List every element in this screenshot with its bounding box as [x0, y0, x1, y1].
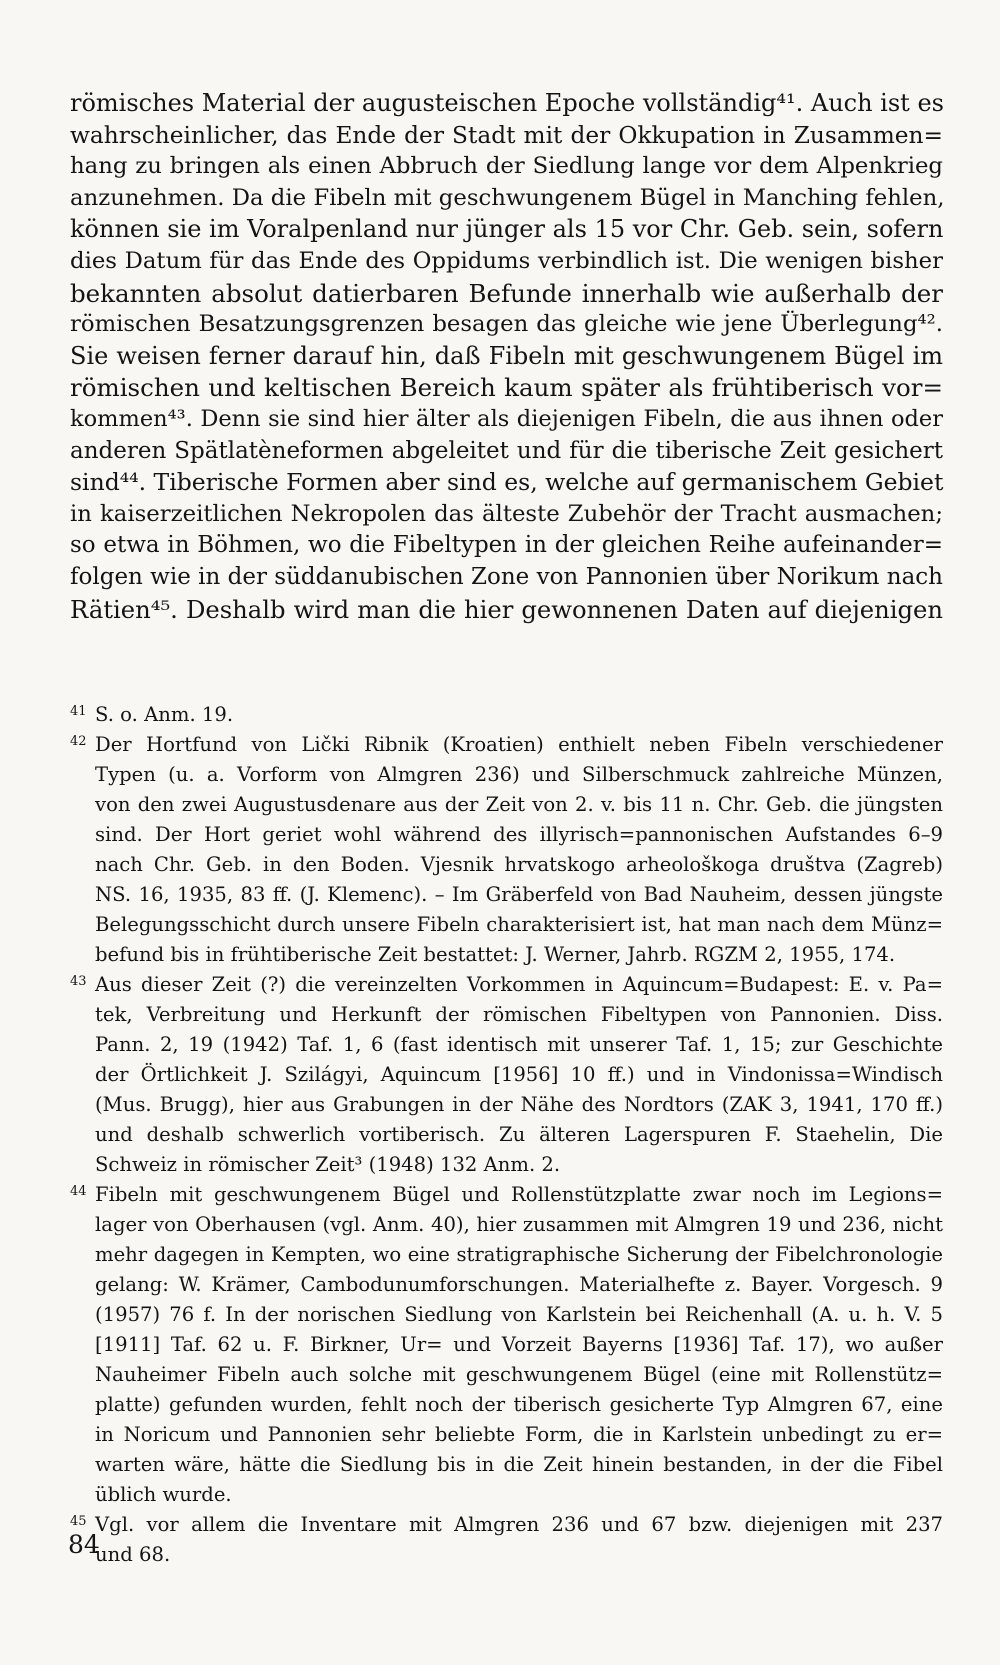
body-line: wahrscheinlicher, das Ende der Stadt mit der Okkupation in Zusammen= — [70, 121, 943, 149]
footnote-line: in Noricum und Pannonien sehr beliebte Form, die in Karlstein unbedingt zu er= — [95, 1423, 943, 1446]
body-line: kommen⁴³. Denn sie sind hier älter als diejenigen Fibeln, die aus ihnen oder — [70, 405, 943, 432]
body-line: bekannten absolut datierbaren Befunde innerhalb wie außerhalb der — [70, 278, 943, 308]
footnote-number: 44 — [70, 1184, 87, 1199]
footnote-line: und 68. — [95, 1543, 171, 1566]
body-line: anzunehmen. Da die Fibeln mit geschwungenem Bügel in Manching fehlen, — [70, 184, 945, 211]
footnote-line: Aus dieser Zeit (?) die vereinzelten Vorkommen in Aquincum=Budapest: E. v. Pa= — [95, 973, 943, 996]
footnote-line: warten wäre, hätte die Siedlung bis in die Zeit hinein bestanden, in der die Fibel — [95, 1453, 943, 1476]
footnote-line: Nauheimer Fibeln auch solche mit geschwungenem Bügel (eine mit Rollenstütz= — [95, 1363, 943, 1386]
footnote-43 — [70, 970, 943, 1180]
footnote-line: der Örtlichkeit J. Szilágyi, Aquincum [1956] 10 ff.) und in Vindonissa=Windisch — [95, 1063, 943, 1086]
footnote-41 — [70, 700, 943, 730]
body-line: dies Datum für das Ende des Oppidums verbindlich ist. Die wenigen bisher — [70, 247, 943, 274]
footnote-line: [1911] Taf. 62 u. F. Birkner, Ur= und Vorzeit Bayerns [1936] Taf. 17), wo außer — [95, 1333, 943, 1356]
body-line: können sie im Voralpenland nur jünger als 15 vor Chr. Geb. sein, sofern — [70, 215, 944, 244]
footnote-42 — [70, 730, 943, 970]
body-line: römisches Material der augusteischen Epoche vollständig⁴¹. Auch ist es — [70, 89, 944, 117]
body-line: Rätien⁴⁵. Deshalb wird man die hier gewonnenen Daten auf diejenigen — [70, 594, 943, 624]
footnote-line: Schweiz in römischer Zeit³ (1948) 132 Anm. 2. — [95, 1153, 561, 1176]
footnote-45 — [70, 1510, 943, 1570]
body-line: Sie weisen ferner darauf hin, daß Fibeln mit geschwungenem Bügel im — [70, 341, 943, 370]
footnote-line: befund bis in frühtiberische Zeit bestattet: J. Werner, Jahrb. RGZM 2, 1955, 174. — [95, 943, 896, 966]
footnotes — [70, 700, 943, 1570]
footnote-line: NS. 16, 1935, 83 ff. (J. Klemenc). – Im Gräberfeld von Bad Nauheim, dessen jüngste — [95, 883, 943, 906]
footnote-line: Belegungsschicht durch unsere Fibeln charakterisiert ist, hat man nach dem Münz= — [95, 913, 943, 936]
footnote-line: gelang: W. Krämer, Cambodunumforschungen. Materialhefte z. Bayer. Vorgesch. 9 — [95, 1273, 943, 1296]
footnote-line: mehr dagegen in Kempten, wo eine stratigraphische Sicherung der Fibelchronologie — [95, 1243, 943, 1266]
footnote-line: Der Hortfund von Lički Ribnik (Kroatien) enthielt neben Fibeln verschiedener — [95, 733, 943, 756]
footnote-line: (1957) 76 f. In der norischen Siedlung von Karlstein bei Reichenhall (A. u. h. V. 5 — [95, 1303, 943, 1326]
footnote-number: 42 — [70, 734, 87, 749]
body-line: folgen wie in der süddanubischen Zone von Pannonien über Norikum nach — [70, 563, 943, 590]
footnote-line: (Mus. Brugg), hier aus Grabungen in der Nähe des Nordtors (ZAK 3, 1941, 170 ff.) — [95, 1093, 943, 1116]
footnote-number: 41 — [70, 704, 87, 719]
footnote-line: nach Chr. Geb. in den Boden. Vjesnik hrvatskogo arheološkoga društva (Zagreb) — [95, 853, 943, 876]
footnote-line: üblich wurde. — [95, 1483, 232, 1506]
body-line: anderen Spätlatèneformen abgeleitet und für die tiberische Zeit gesichert — [70, 437, 943, 464]
footnote-line: sind. Der Hort geriet wohl während des illyrisch=pannonischen Aufstandes 6–9 — [95, 823, 943, 846]
body-line: in kaiserzeitlichen Nekropolen das älteste Zubehör der Tracht ausmachen; — [70, 500, 943, 527]
body-line: römischen und keltischen Bereich kaum später als frühtiberisch vor= — [70, 373, 943, 403]
footnote-line: Pann. 2, 19 (1942) Taf. 1, 6 (fast identisch mit unserer Taf. 1, 15; zur Geschichte — [95, 1033, 943, 1056]
footnote-line: lager von Oberhausen (vgl. Anm. 40), hier zusammen mit Almgren 19 und 236, nicht — [95, 1213, 943, 1236]
footnote-number: 43 — [70, 974, 87, 989]
page-number: 84 — [68, 1530, 100, 1559]
footnote-line: Vgl. vor allem die Inventare mit Almgren 236 und 67 bzw. diejenigen mit 237 — [95, 1513, 943, 1536]
footnote-line: S. o. Anm. 19. — [95, 703, 234, 726]
footnote-line: und deshalb schwerlich vortiberisch. Zu älteren Lagerspuren F. Staehelin, Die — [95, 1123, 943, 1146]
body-line: römischen Besatzungsgrenzen besagen das gleiche wie jene Überlegung⁴². — [70, 311, 943, 338]
footnote-line: tek, Verbreitung und Herkunft der römischen Fibeltypen von Pannonien. Diss. — [95, 1003, 943, 1026]
footnote-44 — [70, 1180, 943, 1510]
footnote-line: platte) gefunden wurden, fehlt noch der tiberisch gesicherte Typ Almgren 67, eine — [95, 1393, 943, 1416]
body-line: hang zu bringen als einen Abbruch der Siedlung lange vor dem Alpenkrieg — [70, 153, 943, 180]
footnote-line: Typen (u. a. Vorform von Almgren 236) und Silberschmuck zahlreiche Münzen, — [95, 763, 943, 786]
footnote-number: 45 — [70, 1514, 87, 1529]
footnote-line: Fibeln mit geschwungenem Bügel und Rollenstützplatte zwar noch im Legions= — [95, 1183, 943, 1206]
body-line: sind⁴⁴. Tiberische Formen aber sind es, welche auf germanischem Gebiet — [70, 468, 944, 497]
body-line: so etwa in Böhmen, wo die Fibeltypen in der gleichen Reihe aufeinander= — [70, 532, 943, 559]
footnote-line: von den zwei Augustusdenare aus der Zeit von 2. v. bis 11 n. Chr. Geb. die jüngsten — [95, 793, 943, 816]
body-text — [70, 88, 943, 625]
